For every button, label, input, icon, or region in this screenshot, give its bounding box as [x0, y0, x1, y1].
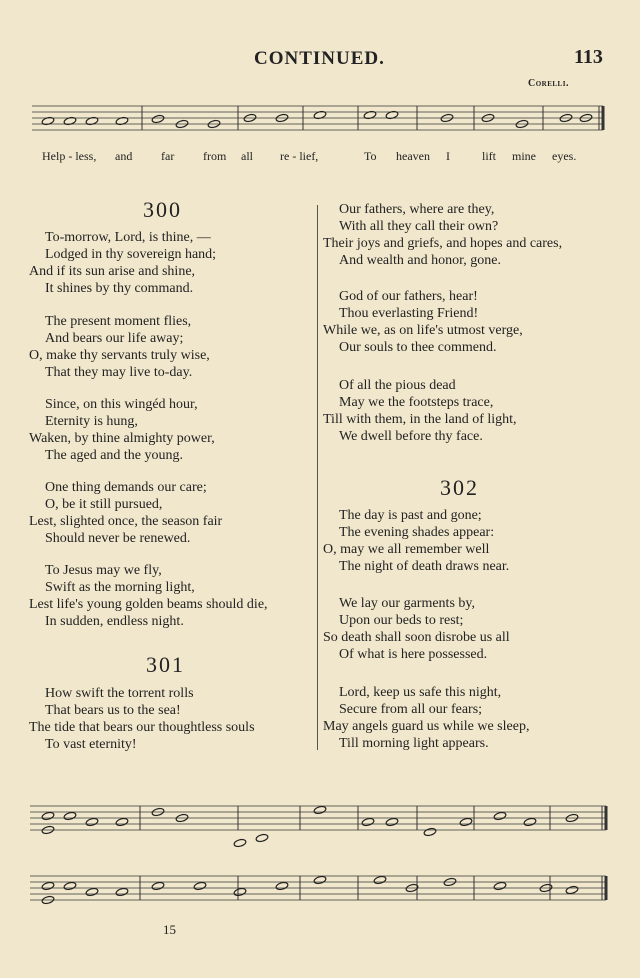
- hymn-number: 302: [440, 475, 479, 500]
- verse-line: With all they call their own?: [339, 219, 499, 234]
- stanza: [323, 377, 517, 445]
- hymn-number: 301: [146, 652, 185, 677]
- composer-credit: Corelli.: [528, 78, 569, 89]
- lyric-syllable: from: [203, 149, 227, 163]
- verse-line: And if its sun arise and shine,: [29, 264, 196, 279]
- verse-line: Lest life's young golden beams should die,: [29, 597, 268, 612]
- verse-line: We lay our garments by,: [339, 596, 475, 611]
- note-head: [63, 881, 76, 890]
- verse-line: Lord, keep us safe this night,: [339, 685, 502, 700]
- verse-line: While we, as on life's utmost verge,: [323, 323, 523, 338]
- note-head: [361, 817, 374, 826]
- verse-line: O, make thy servants truly wise,: [29, 348, 210, 363]
- lyric-syllable: Help - less,: [42, 149, 97, 163]
- note-head: [423, 827, 436, 836]
- lyric-syllable: eyes.: [552, 149, 577, 163]
- stanza: [323, 684, 529, 752]
- verse-line: May angels guard us while we sleep,: [323, 719, 530, 734]
- verse-line: The present moment flies,: [45, 314, 192, 329]
- note-head: [63, 811, 76, 820]
- verse-line: So death shall soon disrobe us all: [323, 630, 510, 645]
- lyric-syllable: re - lief,: [280, 149, 319, 163]
- note-head: [151, 114, 164, 123]
- signature-mark: 15: [163, 922, 176, 937]
- verse-line: God of our fathers, hear!: [339, 289, 478, 304]
- stanza: [323, 288, 523, 356]
- column-divider: [317, 205, 318, 750]
- note-head: [193, 881, 206, 890]
- note-head: [275, 881, 288, 890]
- verse-line: The night of death draws near.: [339, 559, 510, 574]
- note-head: [373, 875, 386, 884]
- note-head: [565, 885, 578, 894]
- verse-line: And wealth and honor, gone.: [339, 253, 501, 268]
- verse-line: Secure from all our fears;: [339, 702, 483, 717]
- verse-line: Thou everlasting Friend!: [339, 306, 479, 321]
- verse-line: And bears our life away;: [45, 331, 184, 346]
- verse-line: Waken, by thine almighty power,: [29, 431, 215, 446]
- lyric-syllable: mine: [512, 149, 536, 163]
- verse-line: The aged and the young.: [45, 448, 184, 463]
- lyric-syllable: far: [161, 149, 175, 163]
- stanza: [29, 396, 215, 464]
- verse-line: Our fathers, where are they,: [339, 202, 495, 217]
- verse-line: The tide that bears our thoughtless souls: [29, 720, 255, 735]
- verse-line: Since, on this wingéd hour,: [45, 397, 198, 412]
- note-head: [493, 811, 506, 820]
- note-head: [85, 887, 98, 896]
- note-head: [41, 881, 54, 890]
- lyric-syllable: To: [364, 149, 377, 163]
- note-head: [255, 833, 268, 842]
- note-head: [493, 881, 506, 890]
- verse-line: We dwell before thy face.: [339, 429, 483, 444]
- note-head: [385, 817, 398, 826]
- stanza: [29, 313, 210, 381]
- stanza: [323, 201, 562, 269]
- note-head: [115, 817, 128, 826]
- verse-line: That they may live to-day.: [45, 365, 193, 380]
- verse-line: Till with them, in the land of light,: [323, 412, 517, 427]
- verse-line: Should never be renewed.: [45, 531, 191, 546]
- note-head: [313, 875, 326, 884]
- verse-line: Eternity is hung,: [45, 414, 138, 429]
- verse-line: That bears us to the sea!: [45, 703, 181, 718]
- lyric-syllable: lift: [482, 149, 496, 163]
- verse-line: Upon our beds to rest;: [339, 613, 464, 628]
- verse-line: How swift the torrent rolls: [45, 686, 194, 701]
- verse-line: Till morning light appears.: [339, 736, 489, 751]
- verse-line: In sudden, endless night.: [45, 614, 184, 629]
- note-head: [85, 817, 98, 826]
- note-head: [313, 805, 326, 814]
- verse-line: O, may we all remember well: [323, 542, 490, 557]
- stanza: [29, 562, 268, 630]
- note-head: [115, 887, 128, 896]
- page-title: CONTINUED.: [254, 48, 385, 69]
- stanza: [323, 595, 510, 663]
- stanza: [29, 685, 255, 753]
- note-head: [151, 881, 164, 890]
- verse-line: Of all the pious dead: [339, 378, 456, 393]
- verse-line: Of what is here possessed.: [339, 647, 488, 662]
- page-number: 113: [574, 46, 603, 68]
- verse-line: One thing demands our care;: [45, 480, 207, 495]
- tune-lyrics: [0, 149, 640, 165]
- note-head: [233, 887, 246, 896]
- verse-line: Lodged in thy sovereign hand;: [45, 247, 217, 262]
- verse-line: To-morrow, Lord, is thine, —: [45, 230, 211, 245]
- verse-line: The evening shades appear:: [339, 525, 495, 540]
- note-head: [233, 838, 246, 847]
- verse-line: To Jesus may we fly,: [45, 563, 162, 578]
- hymn-number: 300: [143, 197, 182, 222]
- lyric-syllable: heaven: [396, 149, 430, 163]
- lyric-syllable: I: [446, 149, 450, 163]
- verse-line: Lest, slighted once, the season fair: [29, 514, 223, 529]
- verse-line: It shines by thy command.: [45, 281, 194, 296]
- verse-line: May we the footsteps trace,: [339, 395, 494, 410]
- stanza: [323, 507, 509, 575]
- lyric-syllable: and: [115, 149, 133, 163]
- verse-line: The day is past and gone;: [339, 508, 482, 523]
- verse-line: Our souls to thee commend.: [339, 340, 497, 355]
- stanza: [29, 479, 222, 547]
- verse-line: Their joys and griefs, and hopes and cares,: [323, 236, 563, 251]
- verse-line: O, be it still pursued,: [45, 497, 163, 512]
- lyric-syllable: all: [241, 149, 253, 163]
- stanza: [29, 229, 216, 297]
- verse-line: To vast eternity!: [45, 737, 137, 752]
- verse-line: Swift as the morning light,: [45, 580, 195, 595]
- note-head: [41, 811, 54, 820]
- note-head: [459, 817, 472, 826]
- note-head: [523, 817, 536, 826]
